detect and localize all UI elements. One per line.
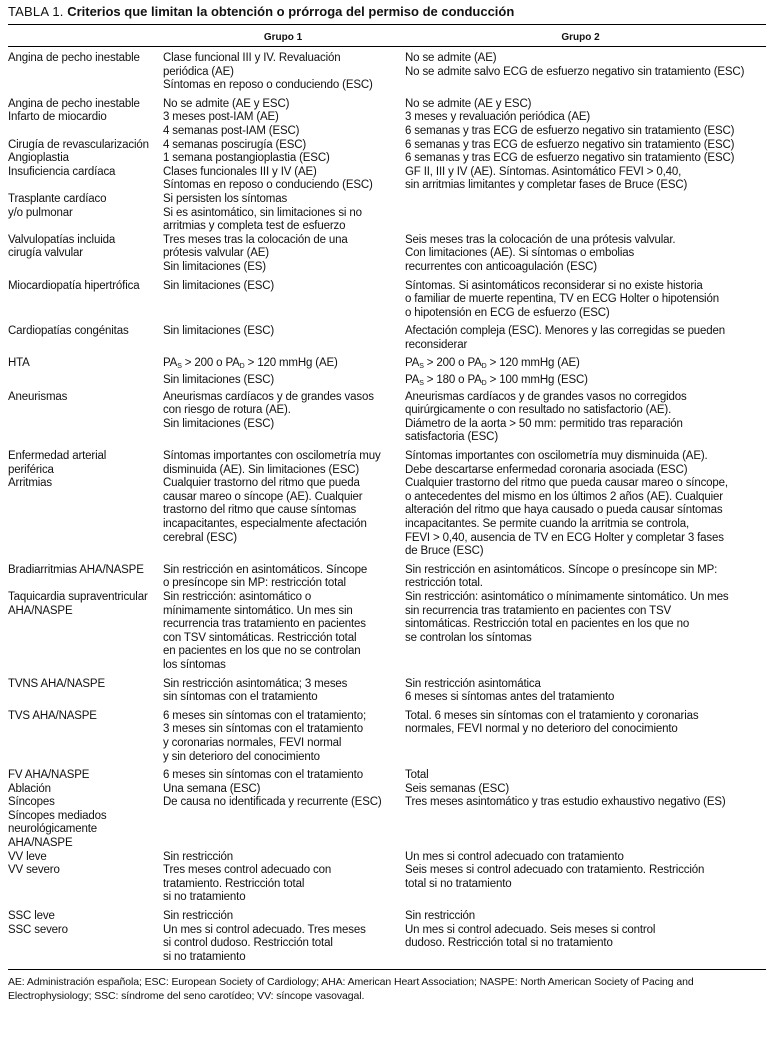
- table-row: [8, 678, 766, 705]
- row-criterion: FV AHA/NASPE: [8, 769, 90, 782]
- table-row: [8, 564, 766, 591]
- row-criterion: Taquicardia supraventricular AHA/NASPE: [8, 590, 148, 617]
- row-group-2: [405, 810, 761, 851]
- row-group-2: Afectación compleja (ESC). Menores y las corregidas se pueden reconsiderar: [405, 325, 726, 351]
- row-criterion: Bradiarritmias AHA/NASPE: [8, 563, 144, 576]
- row-group-2: 6 semanas y tras ECG de esfuerzo negativo sin tratamiento (ESC): [405, 138, 735, 151]
- row-group-1: [163, 810, 405, 851]
- row-criterion: TVNS AHA/NASPE: [8, 677, 105, 690]
- row-criterion: Miocardiopatía hipertrófica: [8, 279, 140, 292]
- table-title: [8, 0, 766, 24]
- row-criterion: Angina de pecho inestable: [8, 97, 140, 110]
- row-criterion: Insuficiencia cardíaca: [8, 165, 116, 178]
- table-row: [8, 193, 766, 234]
- row-group-1: Una semana (ESC): [163, 782, 261, 795]
- row-criterion: VV severo: [8, 864, 60, 877]
- row-group-1: 3 meses post-IAM (AE) 4 semanas post-IAM (ESC): [163, 111, 300, 137]
- row-criterion: Angina de pecho inestable: [8, 52, 140, 64]
- table-row: [8, 710, 766, 764]
- row-group-1: Si persisten los síntomas Si es asintomático, sin limitaciones si no arritmias y completa test de esfuerzo: [163, 192, 362, 233]
- row-group-2: Sin restricción asintomática 6 meses si síntomas antes del tratamiento: [405, 677, 615, 704]
- row-criterion: Síncopes mediados neurológicamente AHA/NASPE: [8, 809, 107, 850]
- row-group-2: Total. 6 meses sin síntomas con el tratamiento y coronarias normales, FEVI normal y no deterioro del conocimiento: [405, 709, 699, 736]
- table-row: [8, 325, 766, 352]
- row-criterion: Enfermedad arterial periférica: [8, 450, 107, 476]
- document-page: [8, 0, 766, 1003]
- row-group-2: Seis semanas (ESC): [405, 782, 510, 795]
- table-caption: Criterios que limitan la obtención o prórroga del permiso de conducción: [67, 4, 515, 19]
- row-group-2: Síntomas. Si asintomáticos reconsiderar si no existe historia o familiar de muerte repentina, TV en ECG Holter o hipotensión o hipotensión en ECG de esfuerzo (ESC): [405, 279, 719, 319]
- row-group-1: No se admite (AE y ESC): [163, 97, 290, 110]
- table-row: [8, 139, 766, 153]
- row-group-2: 6 semanas y tras ECG de esfuerzo negativo sin tratamiento (ESC): [405, 152, 735, 165]
- row-criterion: Aneurismas: [8, 390, 68, 403]
- table-header: [8, 29, 766, 46]
- row-group-1: Sin limitaciones (ESC): [163, 325, 275, 338]
- table-row: [8, 357, 766, 390]
- row-criterion: Ablación: [8, 782, 51, 795]
- row-group-2: Aneurismas cardíacos y de grandes vasos no corregidos quirúrgicamente o con resultado no satisfactorio (AE). Diámetro de la aorta > 50 mm: permitido tras reparación satisfactoria (ESC): [405, 390, 687, 444]
- table-row: [8, 52, 766, 93]
- row-criterion: SSC severo: [8, 923, 68, 936]
- row-group-1: Sin restricción en asintomáticos. Síncope o presíncope sin MP: restricción total: [163, 563, 368, 590]
- row-criterion: TVS AHA/NASPE: [8, 709, 97, 722]
- row-group-1: Síntomas importantes con oscilometría muy disminuida (AE). Sin limitaciones (ESC): [163, 450, 381, 476]
- table-row: [8, 810, 766, 851]
- row-criterion: Valvulopatías incluida cirugía valvular: [8, 233, 116, 260]
- row-group-2: No se admite (AE y ESC): [405, 97, 532, 110]
- table-row: [8, 851, 766, 865]
- row-group-1: Sin restricción: [163, 910, 233, 923]
- header-criterion: [8, 29, 163, 46]
- row-group-2: $PA_S > 200$ o $PA_D > 120$ mmHg (AE) $PA_S > 180$ o $PA_D > 100$ mmHg (ESC): [405, 357, 588, 388]
- row-criterion: Angioplastia: [8, 152, 69, 165]
- top-rule: [8, 24, 766, 25]
- row-group-2: Sin restricción: [405, 910, 475, 923]
- row-group-1: Clases funcionales III y IV (AE) Síntomas en reposo o conduciendo (ESC): [163, 165, 373, 192]
- row-criterion: Síncopes: [8, 796, 55, 809]
- row-group-2: Síntomas importantes con oscilometría muy disminuida (AE). Debe descartarse enfermedad coronaria asociada (ESC): [405, 450, 708, 476]
- row-group-1: Un mes si control adecuado. Tres meses si control dudoso. Restricción total si no tratamiento: [163, 923, 366, 963]
- table-row: [8, 924, 766, 965]
- row-group-2: Seis meses si control adecuado con tratamiento. Restricción total si no tratamiento: [405, 864, 705, 890]
- row-group-2: Seis meses tras la colocación de una prótesis valvular. Con limitaciones (AE). Si síntomas o embolias recurrentes con anticoagulación (ESC): [405, 233, 676, 273]
- table-row: [8, 769, 766, 783]
- row-group-1: $PA_S > 200$ o $PA_D > 120$ mmHg (AE) Sin limitaciones (ESC): [163, 357, 338, 387]
- row-group-2: Sin restricción: asintomático o mínimamente sintomático. Un mes sin recurrencia tras tratamiento en pacientes con TSV sintomáticas. Restricción total en pacientes en los que no se controlan los síntomas: [405, 590, 729, 644]
- row-criterion: Cardiopatías congénitas: [8, 325, 129, 338]
- row-group-2: No se admite (AE) No se admite salvo ECG de esfuerzo negativo sin tratamiento (ESC): [405, 52, 745, 78]
- header-group-1: Grupo 1: [263, 32, 303, 43]
- row-group-1: 6 meses sin síntomas con el tratamiento: [163, 769, 363, 782]
- table-row: [8, 783, 766, 797]
- row-group-2: Tres meses asintomático y tras estudio exhaustivo negativo (ES): [405, 796, 726, 809]
- row-group-2: Cualquier trastorno del ritmo que pueda causar mareo o síncope, o antecedentes del mismo en los últimos 2 años (AE). Cualquier alteración del ritmo que haya causado o pueda causar síntomas incapacitantes. Se permite cuando la arritmia se controla, FEVI > 0,40, ausencia de TV en ECG Holter y completar 3 fases de Bruce (ESC): [405, 477, 728, 558]
- row-criterion: HTA: [8, 357, 30, 370]
- row-criterion: Cirugía de revascularización: [8, 138, 149, 151]
- row-group-1: Tres meses control adecuado con tratamiento. Restricción total si no tratamiento: [163, 864, 332, 904]
- table-row: [8, 864, 766, 905]
- row-criterion: VV leve: [8, 850, 47, 863]
- table-row: [8, 280, 766, 321]
- row-group-2: [405, 193, 761, 234]
- table-row: [8, 450, 766, 477]
- table-row: [8, 152, 766, 166]
- row-group-1: Aneurismas cardíacos y de grandes vasos con riesgo de rotura (AE). Sin limitaciones (ESC): [163, 390, 374, 430]
- row-criterion: Infarto de miocardio: [8, 111, 107, 124]
- row-group-1: Sin restricción: asintomático o mínimamente sintomático. Un mes sin recurrencia tras tratamiento en pacientes con TSV sintomáticas. Restricción total en pacientes en los que no se controlan los síntomas: [163, 590, 366, 671]
- footnote: AE: Administración española; ESC: European Society of Cardiology; AHA: American Heart Association; NASPE: North American Society of Pacing and Electrophysiology; SSC: síndrome del seno carotídeo; VV: síncope vasovagal.: [8, 976, 694, 1002]
- row-group-1: De causa no identificada y recurrente (ESC): [163, 796, 382, 809]
- table-label: TABLA 1.: [8, 4, 64, 19]
- row-group-1: Tres meses tras la colocación de una prótesis valvular (AE) Sin limitaciones (ES): [163, 233, 348, 273]
- row-group-2: GF II, III y IV (AE). Síntomas. Asintomático FEVI > 0,40, sin arritmias limitantes y completar fases de Bruce (ESC): [405, 165, 688, 192]
- table-body: [8, 47, 766, 964]
- header-group-2: Grupo 2: [561, 32, 600, 43]
- table-row: [8, 796, 766, 810]
- row-group-2: Total: [405, 769, 429, 782]
- row-group-2: Un mes si control adecuado. Seis meses si control dudoso. Restricción total si no tratamiento: [405, 923, 656, 950]
- row-group-1: Sin restricción asintomática; 3 meses sin síntomas con el tratamiento: [163, 677, 348, 704]
- row-criterion: Arritmias: [8, 477, 53, 490]
- table-row: [8, 98, 766, 112]
- row-group-1: Cualquier trastorno del ritmo que pueda causar mareo o síncope (AE). Cualquier trastorno del ritmo que cause síntomas incapacitantes, especialmente afectación cerebral (ESC): [163, 477, 367, 544]
- row-group-1: Sin restricción: [163, 850, 233, 863]
- row-group-1: 4 semanas poscirugía (ESC): [163, 138, 307, 151]
- row-group-1: 6 meses sin síntomas con el tratamiento; 3 meses sin síntomas con el tratamiento y coronarias normales, FEVI normal y sin deterioro del conocimiento: [163, 709, 367, 763]
- table-row: [8, 910, 766, 924]
- row-group-2: 3 meses y revaluación periódica (AE) 6 semanas y tras ECG de esfuerzo negativo sin tratamiento (ESC): [405, 111, 735, 137]
- row-group-1: Sin limitaciones (ESC): [163, 279, 275, 292]
- row-group-1: 1 semana postangioplastia (ESC): [163, 152, 330, 165]
- table-row: [8, 477, 766, 559]
- table-row: [8, 234, 766, 275]
- row-criterion: Trasplante cardíaco y/o pulmonar: [8, 192, 107, 219]
- table-row: [8, 391, 766, 445]
- row-criterion: SSC leve: [8, 910, 55, 923]
- row-group-1: Clase funcional III y IV. Revaluación periódica (AE) Síntomas en reposo o conduciendo (ESC): [163, 52, 373, 92]
- table-row: [8, 166, 766, 193]
- table-row: [8, 591, 766, 673]
- row-group-2: Sin restricción en asintomáticos. Síncope o presíncope sin MP: restricción total.: [405, 563, 718, 590]
- table-row: [8, 111, 766, 138]
- row-group-2: Un mes si control adecuado con tratamiento: [405, 850, 624, 863]
